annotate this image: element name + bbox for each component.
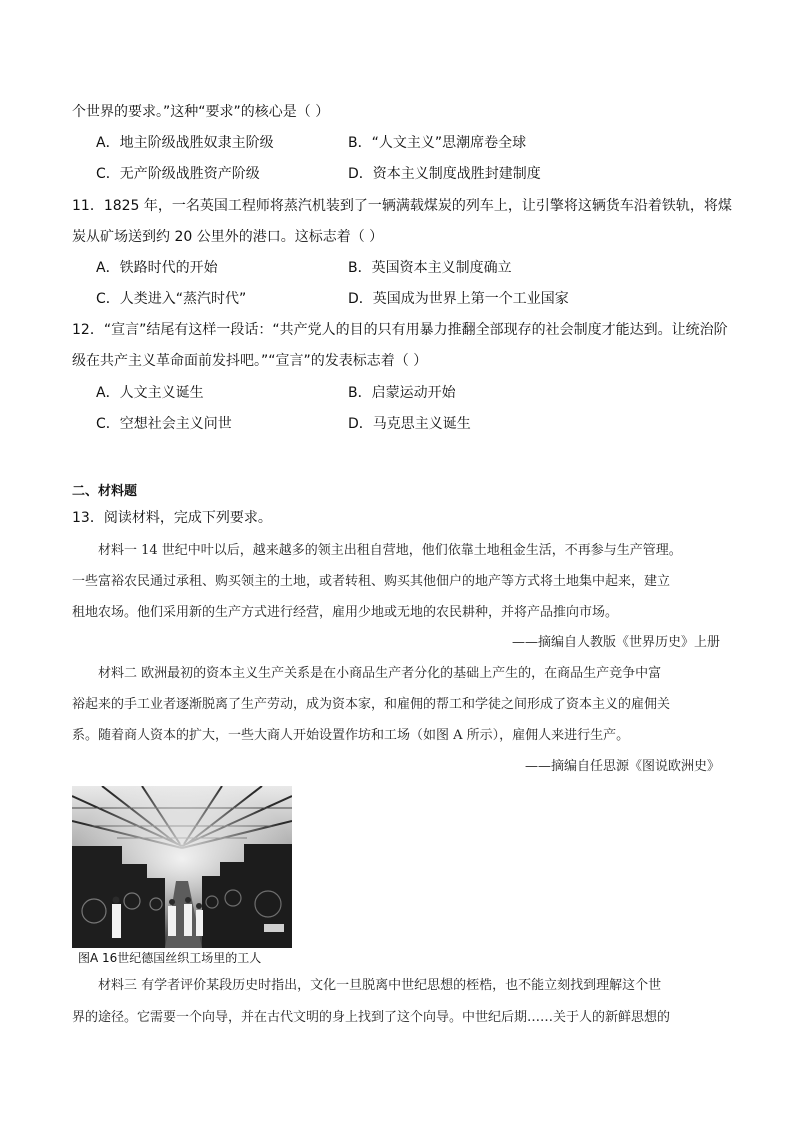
material3-line2: 界的途径。它需要一个向导，并在古代文明的身上找到了这个向导。中世纪后期……关于人的新鲜思想的 [72, 1010, 671, 1025]
material1-line1: 材料一 14 世纪中叶以后，越来越多的领主出租自营地，他们依靠土地租金生活，不再参与生产管理。 [98, 543, 682, 558]
q10-option-c[interactable]: C．无产阶级战胜资产阶级 [96, 166, 260, 182]
q12-option-c[interactable]: C．空想社会主义问世 [96, 416, 232, 432]
material2-line3: 系。随着商人资本的扩大，一些大商人开始设置作坊和工场（如图 A 所示），雇佣人来进行生产。 [72, 728, 630, 743]
material1-source: ——摘编自人教版《世界历史》上册 [511, 635, 720, 650]
q10-option-a[interactable]: A．地主阶级战胜奴隶主阶级 [96, 135, 274, 151]
material3-line1: 材料三 有学者评价某段历史时指出，文化一旦脱离中世纪思想的桎梏，也不能立刻找到理解这个世 [98, 978, 662, 993]
factory-photo [72, 786, 292, 948]
material2-line2: 裕起来的手工业者逐渐脱离了生产劳动，成为资本家，和雇佣的帮工和学徒之间形成了资本主义的雇佣关 [72, 697, 671, 712]
material2-line1: 材料二 欧洲最初的资本主义生产关系是在小商品生产者分化的基础上产生的，在商品生产竞争中富 [98, 666, 662, 681]
material1-line2: 一些富裕农民通过承租、购买领主的土地，或者转租、购买其他佃户的地产等方式将土地集中起来，建立 [72, 574, 671, 589]
q11-option-b[interactable]: B．英国资本主义制度确立 [348, 260, 512, 276]
q13-stem: 13．阅读材料，完成下列要求。 [72, 510, 272, 526]
figure-caption: 图A 16世纪德国丝织工场里的工人 [78, 951, 262, 965]
q11-option-c[interactable]: C．人类进入“蒸汽时代” [96, 291, 247, 307]
section-title: 二、材料题 [72, 484, 138, 499]
q11-stem-line2: 炭从矿场送到约 20 公里外的港口。这标志着（ ） [72, 229, 384, 245]
q10-option-b[interactable]: B．“人文主义”思潮席卷全球 [348, 135, 527, 151]
q10-stem: 个世界的要求。”这种“要求”的核心是（ ） [72, 104, 330, 120]
material2-source: ——摘编自任思源《图说欧洲史》 [524, 759, 720, 774]
q12-option-a[interactable]: A．人文主义诞生 [96, 385, 204, 401]
q10-option-d[interactable]: D．资本主义制度战胜封建制度 [348, 166, 541, 182]
q12-stem-line1: 12．“宣言”结尾有这样一段话：“共产党人的目的只有用暴力推翻全部现存的社会制度才能达到。让统治阶 [72, 322, 728, 338]
q11-option-d[interactable]: D．英国成为世界上第一个工业国家 [348, 291, 569, 307]
q12-stem-line2: 级在共产主义革命面前发抖吧。”“宣言”的发表标志着（ ） [72, 353, 428, 369]
q12-option-d[interactable]: D．马克思主义诞生 [348, 416, 471, 432]
q12-option-b[interactable]: B．启蒙运动开始 [348, 385, 456, 401]
q11-option-a[interactable]: A．铁路时代的开始 [96, 260, 218, 276]
q11-stem-line1: 11．1825 年，一名英国工程师将蒸汽机装到了一辆满载煤炭的列车上，让引擎将这辆货车沿着铁轨，将煤 [72, 198, 732, 214]
material1-line3: 租地农场。他们采用新的生产方式进行经营，雇用少地或无地的农民耕种，并将产品推向市场。 [72, 605, 619, 620]
